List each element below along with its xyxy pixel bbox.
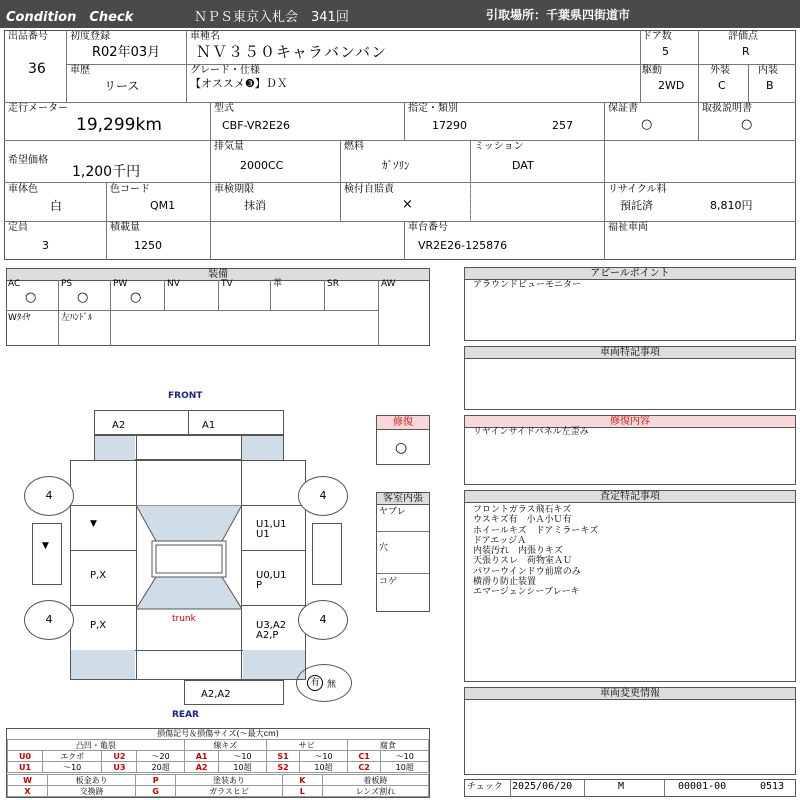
note-line: 内装汚れ 内張りキズ xyxy=(473,546,563,557)
cabin-box xyxy=(376,492,430,612)
lot-number: 36 xyxy=(28,61,46,77)
appeal-text: アラウンドビューモニター xyxy=(473,280,582,290)
auction-name: ＮＰＳ東京入札会 341回 xyxy=(194,10,349,25)
equip-tv-label: TV xyxy=(221,279,233,289)
legend-title: 損傷記号＆損傷サイズ(～最大cm) xyxy=(157,729,279,738)
legend-code: P xyxy=(136,775,176,786)
price-label: 希望価格 xyxy=(8,155,48,166)
legend-desc: 塗装あり xyxy=(176,775,283,786)
inspector-code: M xyxy=(618,781,625,792)
legend-code: C1 xyxy=(347,751,381,762)
exterior-label: 外装 xyxy=(710,65,730,76)
color-value: 白 xyxy=(50,199,63,213)
exterior-grade: C xyxy=(718,79,726,92)
recycle-status: 預託済 xyxy=(620,199,653,212)
insurance-value: × xyxy=(402,197,413,212)
equipment-title: 装備 xyxy=(7,269,429,281)
reg-label: 初度登録 xyxy=(70,31,110,42)
recycle-label: リサイクル料 xyxy=(608,184,667,195)
legend-desc: 交換跡 xyxy=(48,786,136,797)
legend-code: L xyxy=(282,786,322,797)
equip-ps-label: PS xyxy=(61,279,73,289)
left-mid-upper-code: P,X xyxy=(90,570,107,581)
right-mid-code: U0,U1 P xyxy=(256,570,287,591)
note-line: ウスキズ有 小Ａ小Ｕ有 xyxy=(473,515,572,526)
legend-table-2 xyxy=(7,774,429,797)
model-name: ＮＶ３５０キャラバンバン xyxy=(196,43,387,61)
note-line: フロントガラス飛石キズ xyxy=(473,505,572,515)
legend-group-scratch: 線キズ xyxy=(184,740,266,751)
chassis-value: VR2E26-125876 xyxy=(418,239,508,252)
equip-lhd-label: 左ﾊﾝﾄﾞﾙ xyxy=(61,313,93,323)
note-line: パワーウインドウ前席のみ xyxy=(473,566,581,577)
load-value: 1250 xyxy=(134,239,162,252)
wheel-rear-right: 4 xyxy=(298,600,348,640)
mission-value: DAT xyxy=(512,159,534,172)
repair-detail-panel xyxy=(464,415,796,485)
mission-label: ミッション xyxy=(474,141,524,152)
left-mirror-mark-icon: ▼ xyxy=(42,541,49,551)
displacement-label: 排気量 xyxy=(214,141,244,152)
legend-desc: ～10 xyxy=(219,751,267,762)
front-label: FRONT xyxy=(168,391,203,401)
repair-box xyxy=(376,415,430,465)
equip-wtire-label: Wﾀｲﾔ xyxy=(8,313,31,323)
check-label: チェック xyxy=(467,782,503,792)
equip-aw-label: AW xyxy=(381,279,396,289)
legend-desc: 板金あり xyxy=(48,775,136,786)
change-info-title: 車両変更情報 xyxy=(465,688,795,700)
right-lower-code: U3,A2 A2,P xyxy=(256,620,287,641)
change-info-panel xyxy=(464,687,796,775)
repair-detail-text: リヤインサイドパネル左歪み xyxy=(473,427,589,437)
legend-desc: 着板跡 xyxy=(322,775,428,786)
lot-label: 出品番号 xyxy=(8,31,48,42)
colorcode-label: 色コード xyxy=(110,184,150,195)
welfare-label: 福祉車両 xyxy=(608,222,648,233)
wheel-front-right: 4 xyxy=(298,476,348,516)
wheel-rear-left: 4 xyxy=(24,600,74,640)
legend-desc: ～10 xyxy=(381,751,429,762)
insurance-label: 検付自賠責 xyxy=(344,184,394,195)
left-door-mark-icon: ▼ xyxy=(90,519,97,529)
equip-nv-label: NV xyxy=(167,279,180,289)
spec-value-1: 17290 xyxy=(432,119,467,132)
header-title: Condition Check xyxy=(6,10,134,25)
price-value: 1,200千円 xyxy=(72,164,141,180)
doors-value: 5 xyxy=(662,45,669,58)
legend-code: K xyxy=(282,775,322,786)
equip-ac-label: AC xyxy=(8,279,21,289)
score-label: 評価点 xyxy=(728,31,758,42)
legend-desc: ～10 xyxy=(42,762,101,773)
pickup-location: 引取場所：千葉県四街道市 xyxy=(486,8,631,22)
damage-legend xyxy=(6,728,430,798)
special-notes-title: 車両特記事項 xyxy=(465,347,795,359)
spare-tire-box xyxy=(296,664,352,702)
note-line: 横滑り防止装置 xyxy=(473,577,537,588)
repair-detail-title: 修復内容 xyxy=(465,416,795,428)
spec-value-2: 257 xyxy=(552,119,573,132)
equip-ps-value: ○ xyxy=(77,290,89,305)
doors-label: ドア数 xyxy=(642,31,672,42)
equip-ac-value: ○ xyxy=(25,290,37,305)
cabin-burn: コゲ xyxy=(379,577,398,587)
car-diagram xyxy=(20,405,360,710)
cabin-title: 客室内張 xyxy=(377,493,429,505)
equip-leather-label: 革 xyxy=(273,279,283,289)
capacity-label: 定員 xyxy=(8,222,28,233)
legend-code: A2 xyxy=(184,762,218,773)
warranty-value: ○ xyxy=(641,117,653,132)
type-label: 型式 xyxy=(214,103,234,114)
history-label: 車歴 xyxy=(70,65,90,76)
interior-label: 内装 xyxy=(758,65,778,76)
legend-code: U2 xyxy=(102,751,137,762)
displacement-value: 2000CC xyxy=(240,159,284,172)
left-mid-lower-code: P,X xyxy=(90,620,107,631)
note-line: ホイールキズ ドアミラーキズ xyxy=(473,525,599,536)
legend-desc: ～20 xyxy=(137,751,185,762)
mileage-label: 走行メーター xyxy=(8,103,68,114)
note-line: ドアエッジＡ xyxy=(473,535,527,546)
legend-code: U1 xyxy=(8,762,43,773)
legend-desc: 20超 xyxy=(137,762,185,773)
legend-code: W xyxy=(8,775,48,786)
chassis-label: 車台番号 xyxy=(408,222,448,233)
rear-label: REAR xyxy=(172,710,199,720)
legend-group-dent: 凸凹・亀裂 xyxy=(8,740,185,751)
grade-label: グレード・仕様 xyxy=(190,65,260,76)
capacity-value: 3 xyxy=(42,239,49,252)
repair-title: 修復 xyxy=(377,416,429,430)
front-bumper-right-code: A1 xyxy=(202,420,216,431)
model-label: 車種名 xyxy=(190,31,220,42)
legend-code: U0 xyxy=(8,751,43,762)
inspection-notes-panel xyxy=(464,490,796,682)
interior-grade: B xyxy=(766,79,774,92)
mileage-value: 19,299km xyxy=(76,115,162,135)
legend-desc: ～10 xyxy=(300,751,348,762)
appeal-panel xyxy=(464,267,796,341)
kit-yes: 有 xyxy=(307,675,323,691)
legend-code: X xyxy=(8,786,48,797)
colorcode-value: QM1 xyxy=(150,199,176,212)
drive-value: 2WD xyxy=(658,79,685,92)
note-line: 天張りスレ 荷物室ＡＵ xyxy=(473,556,573,567)
recycle-amount: 8,810円 xyxy=(710,199,753,212)
legend-desc: レンズ割れ xyxy=(322,786,428,797)
grade-value: 【オススメ❸】ＤＸ xyxy=(190,77,288,90)
fuel-label: 燃料 xyxy=(344,141,364,152)
equip-pw-value: ○ xyxy=(130,290,142,305)
check-date: 2025/06/20 xyxy=(512,781,573,792)
legend-code: G xyxy=(136,786,176,797)
color-label: 車体色 xyxy=(8,184,38,195)
cabin-tear: ヤブレ xyxy=(379,507,406,517)
rear-bumper-code: A2,A2 xyxy=(201,689,231,700)
footer-code-2: 0513 xyxy=(760,781,785,792)
warranty-label: 保証書 xyxy=(608,103,638,114)
load-label: 積載量 xyxy=(110,222,140,233)
legend-code: S1 xyxy=(266,751,299,762)
manual-label: 取扱説明書 xyxy=(702,103,752,114)
note-line: エマージェンシーブレーキ xyxy=(473,587,580,598)
first-registration: R02年03月 xyxy=(92,45,161,60)
legend-desc: 10超 xyxy=(381,762,429,773)
legend-desc: エクボ xyxy=(42,751,101,762)
fuel-value: ｶﾞｿﾘﾝ xyxy=(382,159,410,172)
appeal-title: アピールポイント xyxy=(465,268,795,280)
equip-pw-label: PW xyxy=(113,279,128,289)
inspection-value: 抹消 xyxy=(244,199,266,212)
footer-code-1: 00001-00 xyxy=(678,781,727,792)
type-value: CBF-VR2E26 xyxy=(222,119,290,132)
legend-code: U3 xyxy=(102,762,137,773)
legend-code: A1 xyxy=(184,751,218,762)
legend-desc: ガラスヒビ xyxy=(176,786,283,797)
legend-code: C2 xyxy=(347,762,381,773)
header-bar xyxy=(0,0,800,28)
drive-label: 駆動 xyxy=(642,65,662,76)
legend-desc: 10超 xyxy=(300,762,348,773)
legend-group-corrosion: 腐食 xyxy=(347,740,428,751)
manual-value: ○ xyxy=(741,117,753,132)
legend-desc: 10超 xyxy=(219,762,267,773)
history-value: リース xyxy=(104,79,140,93)
spec-label: 指定・類別 xyxy=(408,103,458,114)
inspection-label: 車検期限 xyxy=(214,184,254,195)
front-bumper-left-code: A2 xyxy=(112,420,126,431)
kit-no: 無 xyxy=(327,680,337,690)
wheel-front-left: 4 xyxy=(24,476,74,516)
right-upper-code: U1,U1 U1 xyxy=(256,519,287,540)
repair-value: ○ xyxy=(395,440,408,456)
legend-code: S2 xyxy=(266,762,299,773)
legend-group-rust: サビ xyxy=(266,740,347,751)
cabin-hole: 穴 xyxy=(379,543,389,553)
legend-table xyxy=(7,739,429,773)
inspection-notes-title: 査定特記事項 xyxy=(465,491,795,503)
score-value: R xyxy=(742,45,750,58)
special-notes-panel xyxy=(464,346,796,410)
trunk-label: trunk xyxy=(172,614,196,624)
equip-sr-label: SR xyxy=(327,279,339,289)
